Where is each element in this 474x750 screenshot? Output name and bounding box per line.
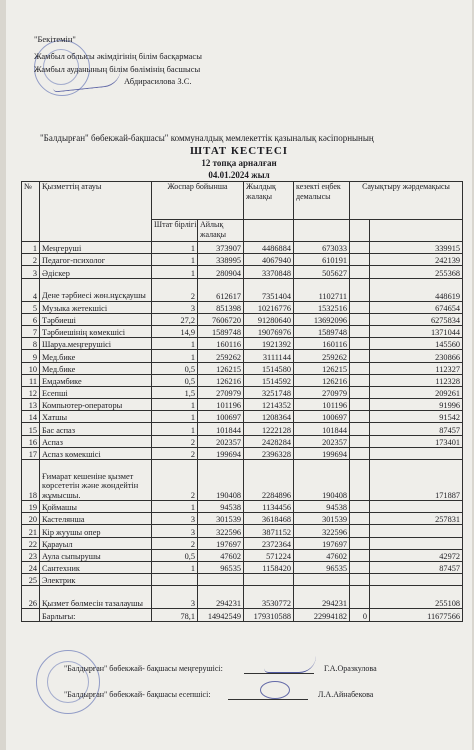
row-shift: 322596 (294, 525, 350, 537)
row-monthly: 94538 (198, 501, 244, 513)
row-monthly: 126216 (198, 374, 244, 386)
col-header-insurance: Сауықтыру жәрдемақысы (350, 182, 463, 220)
row-annual: 1514580 (244, 362, 294, 374)
document-date: 04.01.2024 жыл (208, 170, 270, 180)
row-position-name: Аспаз көмекшісі (40, 447, 152, 459)
row-position-name: Ғимарат кешеніне қызмет көрсететін және жөндейтін жұмысшы. (40, 460, 152, 501)
row-number: 25 (22, 574, 40, 586)
table-row (22, 561, 463, 573)
row-insurance: 173401 (370, 435, 463, 447)
row-number: 22 (22, 537, 40, 549)
row-monthly: 270979 (198, 386, 244, 398)
row-position-name: Қарауыл (40, 537, 152, 549)
row-units: 1 (152, 350, 198, 362)
row-shift: 101844 (294, 423, 350, 435)
table-row (22, 254, 463, 266)
table-row (22, 501, 463, 513)
row-insurance: 448619 (370, 278, 463, 301)
row-monthly: 101196 (198, 399, 244, 411)
col-header-monthly: Айлық жалақы (198, 220, 244, 242)
organization-name: "Балдырған" бөбекжай-бақшасы" коммуналдық мемлекеттік қазыналық кәсіпорнының (40, 133, 374, 143)
row-shift: 190408 (294, 460, 350, 501)
row-annual: 1158420 (244, 561, 294, 573)
row-position-name: Қызмет бөлмесін тазалаушы (40, 586, 152, 609)
table-header-row (22, 182, 463, 220)
table-row (22, 266, 463, 278)
table-row (22, 242, 463, 254)
col-header-shift: кезекті еңбек демалысы (294, 182, 350, 220)
row-annual: 571224 (244, 549, 294, 561)
row-annual: 10216776 (244, 301, 294, 313)
row-position-name: Кір жуушы опер (40, 525, 152, 537)
row-monthly: 280904 (198, 266, 244, 278)
row-monthly: 197697 (198, 537, 244, 549)
row-number: 4 (22, 278, 40, 301)
row-position-name: Қоймашы (40, 501, 152, 513)
row-units: 1,5 (152, 386, 198, 398)
row-annual: 4486884 (244, 242, 294, 254)
table-row (22, 574, 463, 586)
row-position-name: Мед.бике (40, 362, 152, 374)
row-annual: 2396328 (244, 447, 294, 459)
row-annual: 3251748 (244, 386, 294, 398)
row-number: 14 (22, 411, 40, 423)
table-row (22, 549, 463, 561)
row-annual: 3871152 (244, 525, 294, 537)
row-number: 20 (22, 513, 40, 525)
row-annual: 2428284 (244, 435, 294, 447)
row-position-name: Тәрбиешінің көмекшісі (40, 325, 152, 337)
row-position-name: Әдіскер (40, 266, 152, 278)
row-insurance: 257831 (370, 513, 463, 525)
table-row (22, 525, 463, 537)
approver-name: Абдирасилова З.С. (124, 76, 192, 86)
row-shift: 505627 (294, 266, 350, 278)
row-position-name: Шаруа.меңгерушісі (40, 338, 152, 350)
row-annual (244, 574, 294, 586)
row-units: 1 (152, 423, 198, 435)
row-units: 3 (152, 301, 198, 313)
row-shift: 270979 (294, 386, 350, 398)
row-number: 24 (22, 561, 40, 573)
total-zero: 0 (350, 609, 370, 622)
row-number: 21 (22, 525, 40, 537)
row-number: 2 (22, 254, 40, 266)
row-monthly: 160116 (198, 338, 244, 350)
table-row (22, 313, 463, 325)
row-units: 0,5 (152, 549, 198, 561)
footer-accountant-line (228, 690, 308, 700)
row-shift: 96535 (294, 561, 350, 573)
row-monthly: 7606720 (198, 313, 244, 325)
approver-org-line2: Жамбыл ауданының білім бөлімінің басшысы (34, 64, 201, 74)
row-units: 1 (152, 338, 198, 350)
row-monthly: 126215 (198, 362, 244, 374)
row-shift: 100697 (294, 411, 350, 423)
row-position-name: Мед.бике (40, 350, 152, 362)
row-monthly: 202357 (198, 435, 244, 447)
row-insurance (370, 574, 463, 586)
document-page (6, 0, 472, 750)
row-insurance: 209261 (370, 386, 463, 398)
row-shift: 259262 (294, 350, 350, 362)
row-position-name: Емдәмбике (40, 374, 152, 386)
footer-head-org: "Балдырған" бөбекжай- бақшасы меңгерушісі: (64, 664, 223, 673)
row-position-name: Есепші (40, 386, 152, 398)
row-monthly: 101844 (198, 423, 244, 435)
row-number: 8 (22, 338, 40, 350)
row-annual: 2284896 (244, 460, 294, 501)
row-annual: 91280640 (244, 313, 294, 325)
row-number: 12 (22, 386, 40, 398)
row-shift: 126216 (294, 374, 350, 386)
table-row (22, 278, 463, 301)
row-insurance: 112328 (370, 374, 463, 386)
row-position-name: Музыка жетекшісі (40, 301, 152, 313)
row-shift: 294231 (294, 586, 350, 609)
row-shift: 301539 (294, 513, 350, 525)
row-insurance: 242139 (370, 254, 463, 266)
row-units: 1 (152, 411, 198, 423)
row-units: 1 (152, 242, 198, 254)
row-annual: 1222128 (244, 423, 294, 435)
row-annual: 7351404 (244, 278, 294, 301)
row-annual: 4067940 (244, 254, 294, 266)
row-number: 5 (22, 301, 40, 313)
row-insurance: 91542 (370, 411, 463, 423)
approval-label: "Бекітемін" (34, 34, 76, 44)
row-position-name: Аула сыпырушы (40, 549, 152, 561)
row-shift: 197697 (294, 537, 350, 549)
row-units: 2 (152, 278, 198, 301)
footer-head-name: Г.А.Оразкулова (324, 664, 377, 673)
total-label: Барлығы: (40, 609, 152, 622)
row-number: 7 (22, 325, 40, 337)
col-header-name: Қызметтің атауы (40, 182, 152, 242)
row-position-name: Тәрбиеші (40, 313, 152, 325)
table-row (22, 350, 463, 362)
row-number: 10 (22, 362, 40, 374)
row-annual: 3618468 (244, 513, 294, 525)
row-shift: 202357 (294, 435, 350, 447)
row-shift: 126215 (294, 362, 350, 374)
row-shift: 94538 (294, 501, 350, 513)
row-position-name: Кастелянша (40, 513, 152, 525)
row-units: 3 (152, 513, 198, 525)
approver-org-line1: Жамбыл облысы әкімдігінің білім басқармасы (34, 51, 202, 61)
table-row (22, 399, 463, 411)
row-number: 26 (22, 586, 40, 609)
col-header-annual: Жылдық жалақы (244, 182, 294, 220)
total-monthly: 14942549 (198, 609, 244, 622)
col-header-plan: Жоспар бойынша (152, 182, 244, 220)
row-shift: 47602 (294, 549, 350, 561)
row-number: 15 (22, 423, 40, 435)
row-units: 1 (152, 501, 198, 513)
col-header-no: № (22, 182, 40, 242)
row-shift: 199694 (294, 447, 350, 459)
total-insurance: 11677566 (370, 609, 463, 622)
row-annual: 19076976 (244, 325, 294, 337)
row-units: 0,5 (152, 374, 198, 386)
row-monthly: 338995 (198, 254, 244, 266)
row-insurance: 112327 (370, 362, 463, 374)
round-seal-bottom (36, 650, 100, 714)
row-number: 17 (22, 447, 40, 459)
row-monthly: 47602 (198, 549, 244, 561)
total-units: 78,1 (152, 609, 198, 622)
row-annual: 1208364 (244, 411, 294, 423)
row-shift: 1102711 (294, 278, 350, 301)
table-row (22, 338, 463, 350)
row-number: 13 (22, 399, 40, 411)
row-monthly: 1589748 (198, 325, 244, 337)
row-annual: 3530772 (244, 586, 294, 609)
footer-head-line (244, 664, 314, 674)
table-row (22, 374, 463, 386)
row-annual: 1134456 (244, 501, 294, 513)
row-insurance: 1371044 (370, 325, 463, 337)
row-insurance: 255368 (370, 266, 463, 278)
row-shift: 673033 (294, 242, 350, 254)
table-row (22, 447, 463, 459)
row-insurance: 87457 (370, 561, 463, 573)
row-annual: 2372364 (244, 537, 294, 549)
row-position-name: Меңгеруші (40, 242, 152, 254)
table-row (22, 586, 463, 609)
row-monthly: 373907 (198, 242, 244, 254)
row-annual: 3370848 (244, 266, 294, 278)
row-units: 1 (152, 399, 198, 411)
document-subtitle: 12 топқа арналған (201, 158, 277, 168)
row-units: 2 (152, 447, 198, 459)
row-position-name: Аспаз (40, 435, 152, 447)
row-position-name: Сантехник (40, 561, 152, 573)
row-number: 11 (22, 374, 40, 386)
row-units: 2 (152, 537, 198, 549)
row-units: 3 (152, 586, 198, 609)
row-annual: 3111144 (244, 350, 294, 362)
row-annual: 1514592 (244, 374, 294, 386)
row-insurance: 145560 (370, 338, 463, 350)
row-monthly: 100697 (198, 411, 244, 423)
table-row (22, 386, 463, 398)
table-row (22, 537, 463, 549)
total-annual: 179310588 (244, 609, 294, 622)
row-monthly: 96535 (198, 561, 244, 573)
row-monthly: 294231 (198, 586, 244, 609)
table-row (22, 460, 463, 501)
row-insurance (370, 525, 463, 537)
row-insurance: 91996 (370, 399, 463, 411)
table-row (22, 325, 463, 337)
row-number: 1 (22, 242, 40, 254)
row-insurance: 6275834 (370, 313, 463, 325)
row-shift: 1589748 (294, 325, 350, 337)
row-insurance: 339915 (370, 242, 463, 254)
row-shift: 101196 (294, 399, 350, 411)
row-shift: 13692096 (294, 313, 350, 325)
footer-accountant-name: Л.А.Айнабекова (318, 690, 374, 699)
row-monthly (198, 574, 244, 586)
row-position-name: Бас аспаз (40, 423, 152, 435)
total-row (22, 609, 463, 622)
row-units: 1 (152, 254, 198, 266)
table-row (22, 301, 463, 313)
table-row (22, 423, 463, 435)
document-title: ШТАТ КЕСТЕСІ (189, 145, 289, 157)
row-shift (294, 574, 350, 586)
row-annual: 1214352 (244, 399, 294, 411)
row-insurance (370, 447, 463, 459)
table-row (22, 513, 463, 525)
row-monthly: 612617 (198, 278, 244, 301)
row-shift: 610191 (294, 254, 350, 266)
row-insurance: 42972 (370, 549, 463, 561)
row-number: 6 (22, 313, 40, 325)
row-monthly: 301539 (198, 513, 244, 525)
footer-accountant-org: "Балдырған" бөбекжай- бақшасы есепшісі: (64, 690, 211, 699)
row-units: 2 (152, 435, 198, 447)
row-number: 9 (22, 350, 40, 362)
row-position-name: Педагог-психолог (40, 254, 152, 266)
row-number: 19 (22, 501, 40, 513)
col-header-units: Штат бірлігі (152, 220, 198, 242)
row-position-name: Дене тәрбиесі жөн.нұсқаушы (40, 278, 152, 301)
row-monthly: 322596 (198, 525, 244, 537)
row-units (152, 574, 198, 586)
row-number: 16 (22, 435, 40, 447)
row-number: 23 (22, 549, 40, 561)
row-units: 3 (152, 525, 198, 537)
row-number: 18 (22, 460, 40, 501)
row-monthly: 199694 (198, 447, 244, 459)
row-position-name: Компьютер-операторы (40, 399, 152, 411)
row-shift: 1532516 (294, 301, 350, 313)
row-units: 1 (152, 266, 198, 278)
row-units: 1 (152, 561, 198, 573)
row-number: 3 (22, 266, 40, 278)
total-shift: 22994182 (294, 609, 350, 622)
row-monthly: 190408 (198, 460, 244, 501)
row-insurance: 230866 (370, 350, 463, 362)
row-shift: 160116 (294, 338, 350, 350)
row-units: 14,9 (152, 325, 198, 337)
table-row (22, 411, 463, 423)
row-insurance: 171887 (370, 460, 463, 501)
row-monthly: 259262 (198, 350, 244, 362)
row-annual: 1921392 (244, 338, 294, 350)
table-row (22, 435, 463, 447)
table-row (22, 362, 463, 374)
row-insurance: 674654 (370, 301, 463, 313)
row-position-name: Электрик (40, 574, 152, 586)
staff-table (21, 181, 463, 622)
row-units: 0,5 (152, 362, 198, 374)
row-monthly: 851398 (198, 301, 244, 313)
row-units: 27,2 (152, 313, 198, 325)
row-insurance (370, 501, 463, 513)
row-insurance: 87457 (370, 423, 463, 435)
row-insurance: 255108 (370, 586, 463, 609)
row-position-name: Хатшы (40, 411, 152, 423)
row-insurance (370, 537, 463, 549)
row-units: 2 (152, 460, 198, 501)
